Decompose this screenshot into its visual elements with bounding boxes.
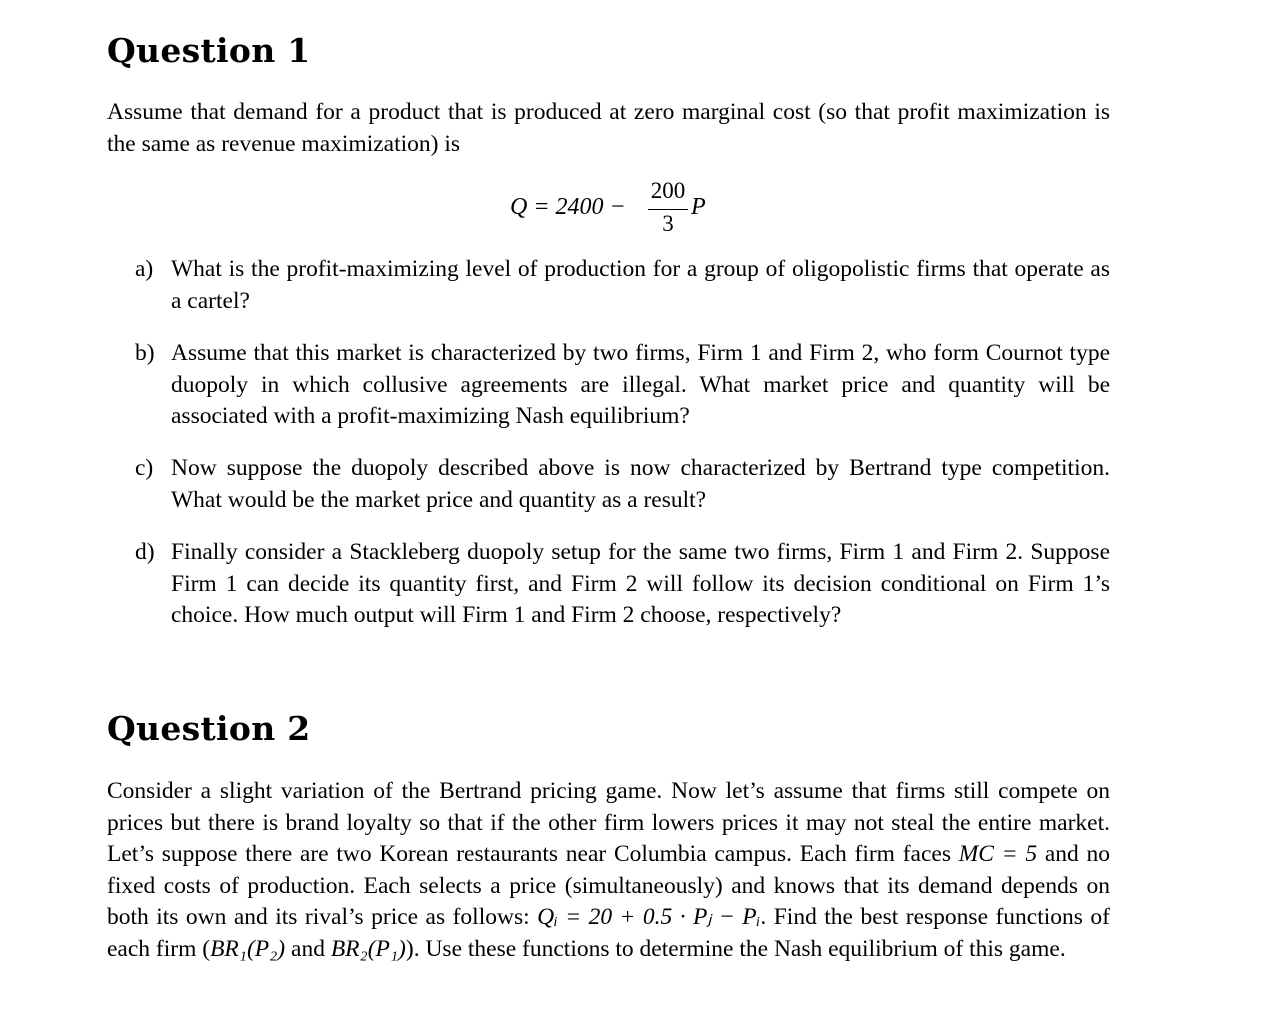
part-label: b) (135, 340, 155, 366)
equation-variable: P (691, 194, 706, 220)
part-label: c) (135, 455, 154, 481)
demand-expression: Qᵢ = 20 + 0.5 · Pⱼ − Pᵢ (537, 904, 761, 931)
marginal-cost-expression: MC = 5 (958, 841, 1038, 868)
question-2-heading: Question 2 (107, 709, 311, 748)
part-text: Finally consider a Stackleberg duopoly setup for the same two firms, Firm 1 and Firm 2. Suppose Firm 1 can decide its quantity first, and Firm 2 will follow its decision conditional on Firm 1’s choice. How much output will Firm 1 and Firm 2 choose, respectively? (171, 539, 1110, 629)
demand-equation (107, 178, 1110, 242)
part-text: What is the profit-maximizing level of production for a group of oligopolistic firms that operate as a cartel? (171, 256, 1110, 314)
fraction-denominator: 3 (662, 211, 674, 236)
part-text: Now suppose the duopoly described above is now characterized by Bertrand type competition. What would be the market price and quantity as a result? (171, 455, 1110, 513)
body-text: ). Use these functions to determine the Nash equilibrium of this game. (405, 935, 1066, 962)
body-text: and (285, 935, 331, 962)
body-text: and no fixed costs of production. Each selects a price (simultaneously) and knows that its demand depends on both its own and its rival’s price as follows: (107, 841, 1110, 931)
question-2-body (107, 776, 1110, 966)
best-response-2-expression: BR₂(P₁) (330, 935, 406, 962)
fraction-numerator: 200 (650, 178, 686, 203)
part-label: a) (135, 256, 154, 282)
question-1-intro: Assume that demand for a product that is produced at zero marginal cost (so that profit maximization is the same as revenue maximization) is (107, 99, 1110, 157)
equation-lhs: Q = 2400 − (510, 194, 626, 220)
equation-fraction (648, 178, 688, 242)
part-label: d) (135, 539, 155, 565)
body-text: . Find the best response functions of each firm ( (107, 904, 1110, 962)
best-response-1-expression: BR₁(P₂) (210, 935, 286, 962)
question-1-heading: Question 1 (107, 31, 311, 70)
part-text: Assume that this market is characterized by two firms, Firm 1 and Firm 2, who form Cournot type duopoly in which collusive agreements are illegal. What market price and quantity will be associated with a profit-maximizing Nash equilibrium? (171, 340, 1110, 430)
body-text: Consider a slight variation of the Bertrand pricing game. Now let’s assume that firms still compete on prices but there is brand loyalty so that if the other firm lowers prices it may not steal the entire market. Let’s suppose there are two Korean restaurants near Columbia campus. Each firm faces (107, 778, 1110, 868)
